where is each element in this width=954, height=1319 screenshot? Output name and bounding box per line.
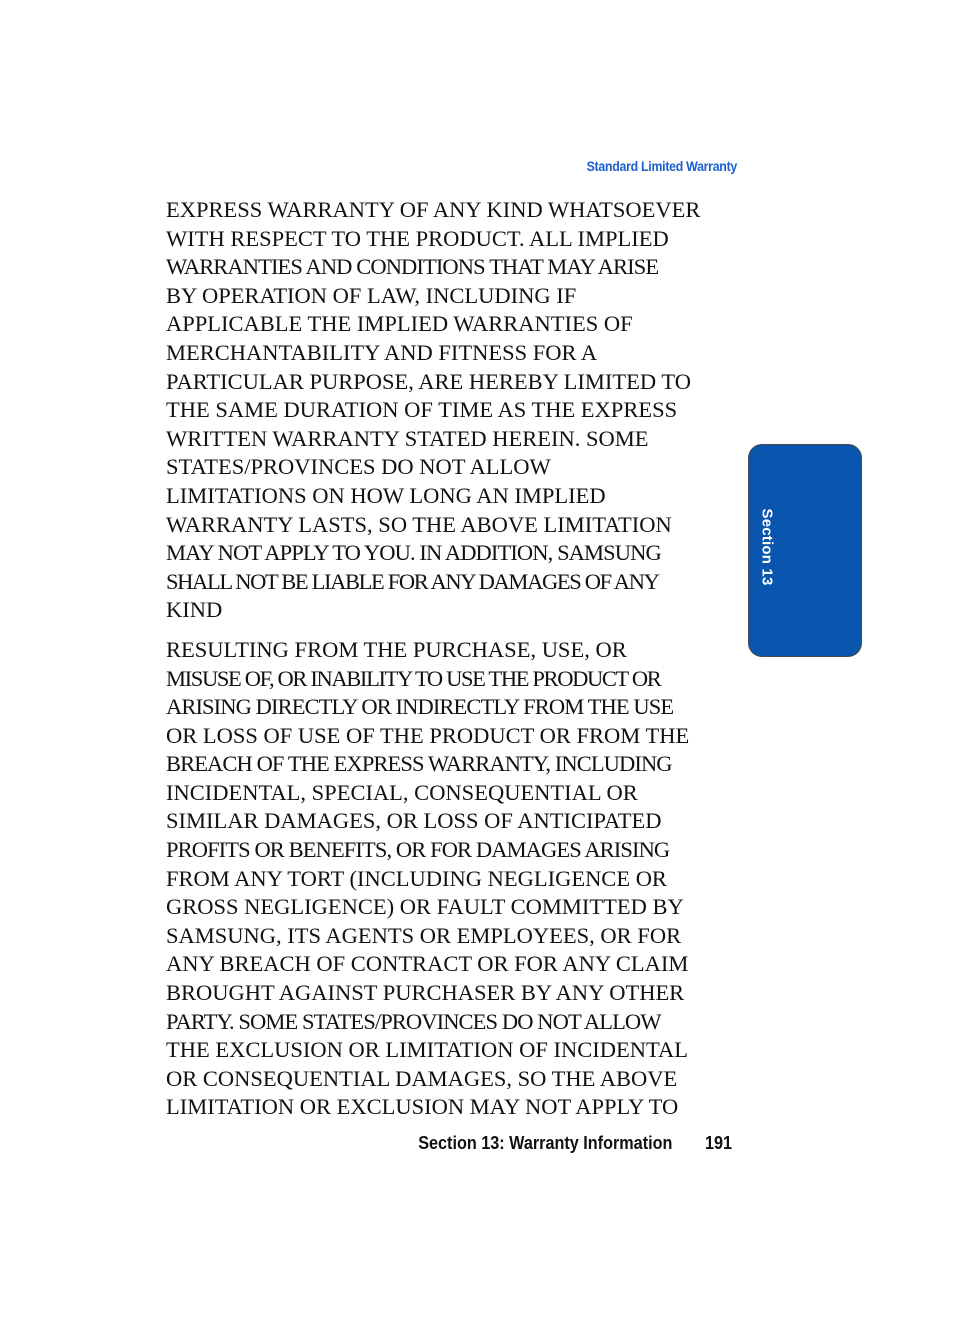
running-header: Standard Limited Warranty: [586, 158, 737, 174]
section-tab: [748, 444, 862, 657]
text-line: BROUGHT AGAINST PURCHASER BY ANY OTHER: [166, 980, 685, 1006]
warranty-body: [166, 196, 738, 1122]
paragraph-2: [166, 636, 738, 1122]
text-line: BREACH OF THE EXPRESS WARRANTY, INCLUDING: [166, 751, 672, 777]
text-line: ARISING DIRECTLY OR INDIRECTLY FROM THE USE: [166, 694, 674, 720]
text-line: INCIDENTAL, SPECIAL, CONSEQUENTIAL OR: [166, 779, 638, 805]
text-line: APPLICABLE THE IMPLIED WARRANTIES OF: [166, 311, 633, 337]
text-line: RESULTING FROM THE PURCHASE, USE, OR: [166, 636, 627, 662]
paragraph-1: [166, 196, 738, 625]
text-line: PARTY. SOME STATES/PROVINCES DO NOT ALLOW: [166, 1008, 661, 1034]
section-tab-label: Section 13: [758, 508, 776, 586]
footer-section-title: Section 13: Warranty Information: [417, 1133, 672, 1153]
text-line: SIMILAR DAMAGES, OR LOSS OF ANTICIPATED: [166, 808, 662, 834]
text-line: OR LOSS OF USE OF THE PRODUCT OR FROM THE: [166, 722, 690, 748]
text-line: OR CONSEQUENTIAL DAMAGES, SO THE ABOVE: [166, 1065, 678, 1091]
page-footer: [300, 1133, 732, 1154]
text-line: LIMITATIONS ON HOW LONG AN IMPLIED: [166, 482, 606, 508]
text-line: THE EXCLUSION OR LIMITATION OF INCIDENTAL: [166, 1037, 688, 1063]
text-line: LIMITATION OR EXCLUSION MAY NOT APPLY TO: [166, 1094, 679, 1120]
text-line: MAY NOT APPLY TO YOU. IN ADDITION, SAMSUNG: [166, 540, 661, 566]
text-line: MISUSE OF, OR INABILITY TO USE THE PRODUCT OR: [166, 665, 661, 691]
text-line: THE SAME DURATION OF TIME AS THE EXPRESS: [166, 397, 678, 423]
text-line: WARRANTIES AND CONDITIONS THAT MAY ARISE: [166, 254, 659, 280]
page-number: 191: [704, 1133, 732, 1153]
text-line: GROSS NEGLIGENCE) OR FAULT COMMITTED BY: [166, 894, 684, 920]
text-line: WITH RESPECT TO THE PRODUCT. ALL IMPLIED: [166, 225, 669, 251]
text-line: SAMSUNG, ITS AGENTS OR EMPLOYEES, OR FOR: [166, 922, 682, 948]
text-line: PROFITS OR BENEFITS, OR FOR DAMAGES ARISING: [166, 837, 670, 863]
text-line: EXPRESS WARRANTY OF ANY KIND WHATSOEVER: [166, 197, 701, 222]
text-line: FROM ANY TORT (INCLUDING NEGLIGENCE OR: [166, 865, 667, 891]
text-line: WRITTEN WARRANTY STATED HEREIN. SOME: [166, 425, 649, 451]
text-line: PARTICULAR PURPOSE, ARE HEREBY LIMITED TO: [166, 368, 691, 394]
text-line: STATES/PROVINCES DO NOT ALLOW: [166, 454, 551, 480]
text-line: MERCHANTABILITY AND FITNESS FOR A: [166, 339, 598, 365]
text-line: BY OPERATION OF LAW, INCLUDING IF: [166, 282, 577, 308]
text-line: WARRANTY LASTS, SO THE ABOVE LIMITATION: [166, 511, 672, 537]
text-line: SHALL NOT BE LIABLE FOR ANY DAMAGES OF ANY: [166, 568, 659, 594]
text-line: KIND: [166, 597, 223, 623]
text-line: ANY BREACH OF CONTRACT OR FOR ANY CLAIM: [166, 951, 689, 977]
